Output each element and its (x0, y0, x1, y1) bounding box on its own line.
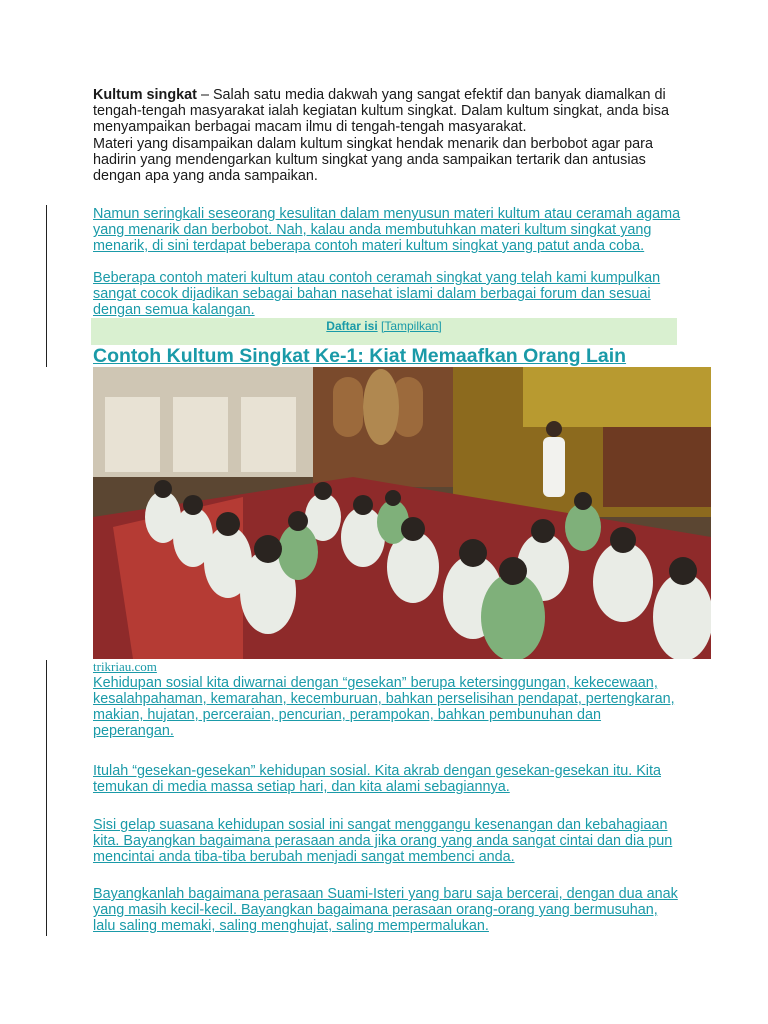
table-of-contents (91, 318, 677, 345)
section-heading[interactable]: Contoh Kultum Singkat Ke-1: Kiat Memaafkan Orang Lain (93, 345, 627, 367)
body-paragraph-1[interactable]: Kehidupan sosial kita diwarnai dengan “gesekan” berupa ketersinggungan, kekecewaan, kesalahpahaman, kemarahan, kecemburuan, bahkan perselisihan pendapat, pertengkaran, makian, hujatan, perceraian, pencurian, perampokan, bahkan pembunuhan dan peperangan. (93, 675, 675, 739)
photo-caption[interactable]: trikriau.com (93, 659, 157, 674)
mosque-gathering-illustration (93, 367, 711, 659)
intro-paragraph-2: Materi yang disampaikan dalam kultum singkat hendak menarik dan berbobot agar para hadirin yang mendengarkan kultum singkat yang anda sampaikan tertarik dan antusias dengan apa yang anda sampaikan. (93, 136, 653, 184)
toc-toggle-link[interactable]: [Tampilkan] (381, 319, 442, 333)
linked-intro-paragraph-2[interactable]: Beberapa contoh materi kultum atau contoh ceramah singkat yang telah kami kumpulkan sangat cocok dijadikan sebagai bahan nasehat islami dalam berbagai forum dan sesuai dengan semua kalangan. (93, 270, 661, 318)
mosque-gathering-photo (93, 367, 711, 659)
intro-paragraph (93, 87, 683, 135)
toc-title[interactable]: Daftar isi (326, 319, 378, 333)
left-margin-bar (46, 660, 47, 936)
body-paragraph-2[interactable]: Itulah “gesekan-gesekan” kehidupan sosial. Kita akrab dengan gesekan-gesekan itu. Kita temukan di media massa setiap hari, dan kita alami sebagiannya. (93, 763, 662, 795)
intro-lead-bold: Kultum singkat (93, 87, 197, 103)
body-paragraph-4[interactable]: Bayangkanlah bagaimana perasaan Suami-Isteri yang baru saja bercerai, dengan dua anak yang masih kecil-kecil. Bayangkan bagaimana perasaan orang-orang yang bermusuhan, lalu saling memaki, saling menghujat, saling mempermalukan. (93, 886, 678, 934)
body-paragraph-3[interactable]: Sisi gelap suasana kehidupan sosial ini sangat menggangu kesenangan dan kebahagiaan kita. Bayangkan bagaimana perasaan anda jika orang yang anda sangat cintai dan dia pun mencintai anda tiba-tiba berubah menjadi sangat membenci anda. (93, 817, 673, 865)
linked-intro-paragraph-1[interactable]: Namun seringkali seseorang kesulitan dalam menyusun materi kultum atau ceramah agama yang menarik dan berbobot. Nah, kalau anda membutuhkan materi kultum singkat yang menarik, di sini terdapat beberapa contoh materi kultum singkat yang patut anda coba. (93, 206, 681, 254)
intro-lead-text: – Salah satu media dakwah yang sangat efektif dan banyak diamalkan di tengah-tengah masyarakat ialah kegiatan kultum singkat. Dalam kultum singkat, anda bisa menyampaikan berbagai macam ilmu di tengah-tengah masyarakat. (93, 87, 669, 135)
left-margin-bar (46, 205, 47, 367)
